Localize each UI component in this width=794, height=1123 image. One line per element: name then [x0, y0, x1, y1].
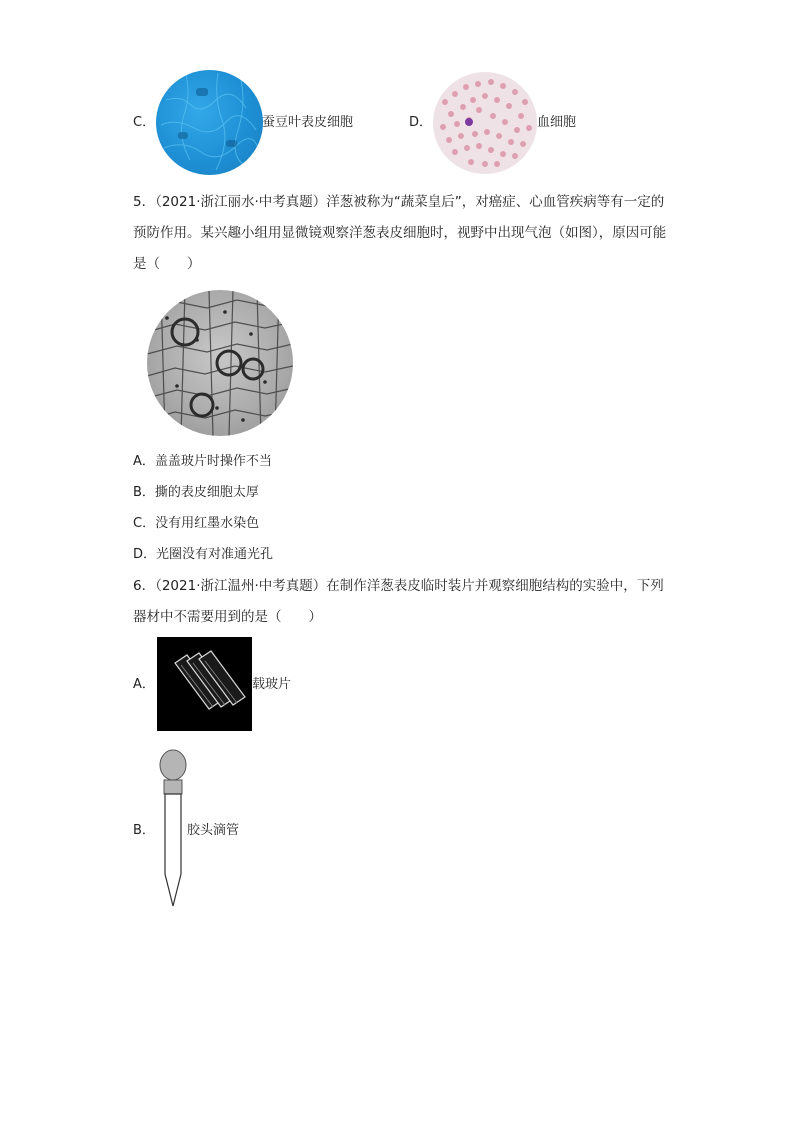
q5-option-d: [133, 545, 273, 565]
q5-option-c-text: 没有用红墨水染色: [155, 516, 260, 531]
q6-option-b-text: 胶头滴管: [187, 823, 240, 838]
blood-cells-image: [433, 72, 537, 174]
q5-option-b-label: B．: [133, 485, 155, 500]
option-c-label: C．: [133, 115, 156, 130]
q5-option-a-text: 盖盖玻片时操作不当: [154, 454, 272, 469]
q5-option-b-text: 撕的表皮细胞太厚: [154, 485, 259, 500]
air-bubble-2: [217, 351, 241, 375]
q5-option-c-label: C．: [133, 516, 156, 531]
q5-option-d-text: 光圈没有对准通光孔: [156, 547, 274, 562]
q6-option-a-label: A．: [133, 677, 155, 692]
option-d-text: 血细胞: [537, 115, 577, 130]
question-6-stem: 在制作洋葱表皮临时装片并观察细胞结构的实验中，下列器材中不需要用到的是（ ）: [133, 578, 664, 625]
glass-slides-image: [157, 637, 252, 731]
q6-option-b-label: B．: [133, 823, 155, 838]
question-6-number: 6．: [133, 578, 156, 594]
question-6-source: （2021·浙江温州·中考真题）: [155, 578, 327, 594]
broad-bean-epidermis-image: [156, 70, 263, 175]
question-5: [133, 187, 673, 280]
q5-option-b: [133, 483, 259, 503]
option-d-label: D．: [409, 115, 433, 130]
dropper-image: [157, 748, 189, 910]
air-bubble-1: [172, 319, 198, 345]
question-5-source: （2021·浙江丽水·中考真题）: [155, 194, 327, 210]
question-6: [133, 571, 673, 633]
q5-option-c: [133, 514, 259, 534]
q5-option-d-label: D．: [133, 547, 157, 562]
air-bubble-4: [191, 394, 213, 416]
q6-option-a-text: 载玻片: [252, 677, 292, 692]
white-blood-cell-mark: [465, 118, 473, 126]
question-5-stem: 洋葱被称为“蔬菜皇后”，对癌症、心血管疾病等有一定的预防作用。某兴趣小组用显微镜观察洋葱表皮细胞时，视野中出现气泡（如图），原因可能是（ ）: [133, 194, 667, 272]
option-c-text: 蚕豆叶表皮细胞: [262, 115, 354, 130]
q5-option-a: [133, 452, 272, 472]
onion-cells-bubbles-image: [147, 290, 293, 436]
q5-option-a-label: A．: [133, 454, 155, 469]
question-5-number: 5．: [133, 194, 156, 210]
